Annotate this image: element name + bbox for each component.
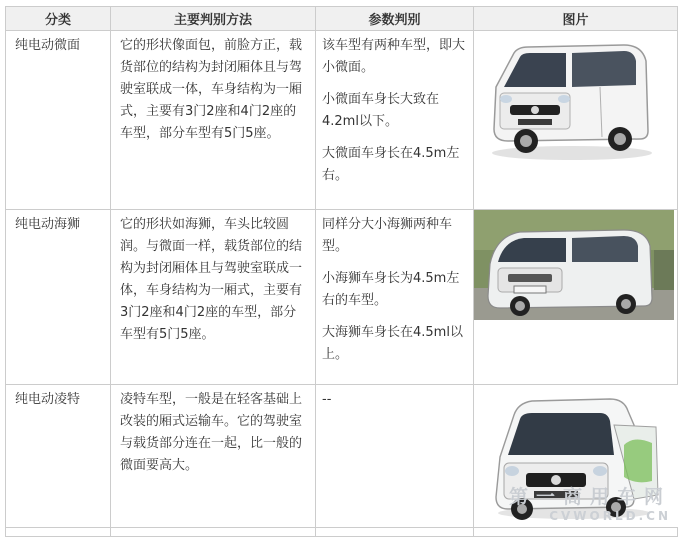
image-cell (474, 385, 678, 528)
empty-cell (474, 528, 678, 537)
param-text: 大海狮车身长在4.5ml以上。 (322, 325, 463, 362)
table-row (6, 385, 678, 528)
method-text: 它的形状像面包，前脸方正，载货部位的结构为封闭厢体且与驾驶室联成一体，车身结构为一厢式，主要有3门2座和4门2座的车型，部分车型有5门5座。 (120, 38, 303, 141)
category-text: 纯电动海狮 (15, 217, 81, 232)
table-row (6, 31, 678, 210)
category-cell (6, 210, 111, 385)
microvan-photo (474, 31, 674, 171)
table-row (6, 210, 678, 385)
params-cell (316, 385, 474, 528)
vehicle-classification-table (5, 6, 678, 537)
params-cell (316, 31, 474, 210)
method-text: 它的形状如海狮，车头比较圆润。与微面一样，载货部位的结构为封闭厢体且与驾驶室联成一体，车身结构为一厢式，主要有3门2座和4门2座的车型，部分车型有5门5座。 (120, 217, 303, 342)
param-text: -- (322, 392, 332, 407)
param-text: 该车型有两种车型，即大小微面。 (322, 38, 466, 75)
image-wrapper (474, 385, 677, 527)
empty-cell (111, 528, 316, 537)
param-text: 小海狮车身长为4.5m左右的车型。 (322, 271, 460, 308)
empty-cell (316, 528, 474, 537)
table-header-row (6, 7, 678, 31)
watermark (509, 482, 671, 523)
method-cell (111, 31, 316, 210)
image-cell (474, 210, 678, 385)
table-row (6, 528, 678, 537)
method-text: 凌特车型，一般是在轻客基础上改装的厢式运输车。它的驾驶室与载货部分连在一起，比一般的微面要高大。 (120, 392, 303, 473)
watermark-url: CVWORLD.CN (549, 509, 671, 523)
image-cell (474, 31, 678, 210)
category-text: 纯电动微面 (15, 38, 81, 53)
header-image: 图片 (474, 7, 678, 31)
category-cell (6, 31, 111, 210)
category-cell (6, 385, 111, 528)
header-params: 参数判别 (316, 7, 474, 31)
param-text: 大微面车身长在4.5m左右。 (322, 146, 460, 183)
param-text: 同样分大小海狮两种车型。 (322, 217, 453, 254)
watermark-text: 第一商用车网 (508, 486, 671, 508)
category-text: 纯电动凌特 (15, 392, 81, 407)
header-category: 分类 (6, 7, 111, 31)
param-text: 小微面车身长大致在4.2ml以下。 (322, 92, 440, 129)
method-cell (111, 210, 316, 385)
params-cell (316, 210, 474, 385)
header-method: 主要判别方法 (111, 7, 316, 31)
empty-cell (6, 528, 111, 537)
hiace-van-photo (474, 210, 674, 320)
method-cell (111, 385, 316, 528)
